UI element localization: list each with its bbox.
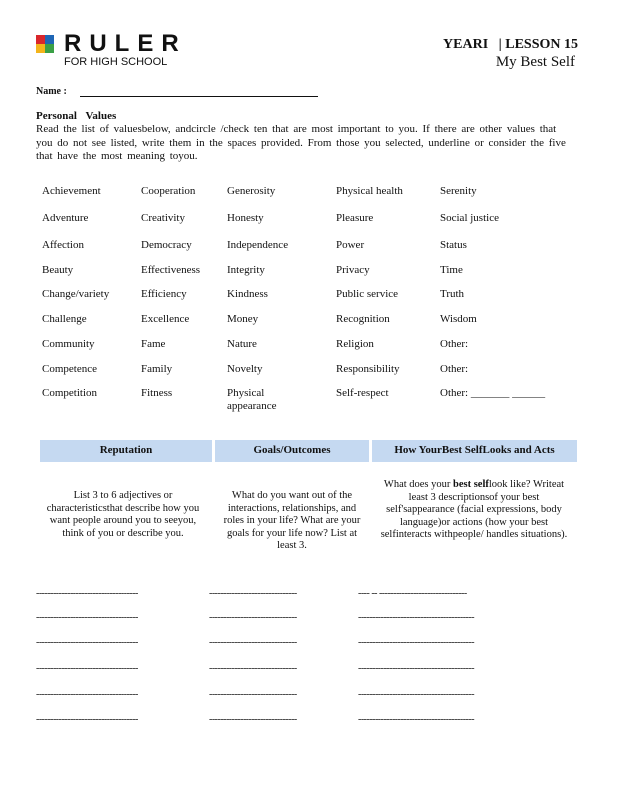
value-item[interactable]: Fitness (141, 387, 173, 399)
best-self-desc-post: look like? Writeat least 3 descriptionsof your best self'sappearance (facial expressions, body language)or actions (how your best selfinteracts withpeople/ handles situations). (380, 479, 568, 540)
personal-values-instructions: Read the list of valuesbelow, andcircle /check ten that are most important to you. If there are other values that you do not see listed, write them in the spaces provided. From those you selected, underline or consider the five that have the most meaning toyou. (36, 123, 566, 162)
lesson-topic: My Best Self (495, 54, 575, 70)
best-self-answer-line[interactable]: ----------------------------------------- (358, 714, 475, 725)
value-item[interactable]: Social justice (440, 212, 499, 224)
value-item[interactable]: Adventure (42, 212, 89, 224)
value-item[interactable]: Recognition (336, 313, 390, 325)
logo-subtitle: FOR HIGH SCHOOL (64, 56, 168, 68)
logo-square-green (45, 44, 54, 53)
value-item[interactable]: Kindness (227, 288, 268, 300)
value-item[interactable]: Wisdom (440, 313, 477, 325)
value-item[interactable]: Competence (42, 363, 97, 375)
header-goals-outcomes: Goals/Outcomes (215, 440, 369, 462)
best-self-desc-pre: What does your (383, 479, 454, 490)
reputation-description: List 3 to 6 adjectives or characteristicsthat describe how you want people around you to seeyou, think of you or describe you. (46, 490, 200, 539)
value-item[interactable]: Other: (440, 363, 469, 375)
name-label: Name : (36, 86, 67, 97)
value-item[interactable]: Money (227, 313, 259, 325)
reputation-answer-line[interactable]: ------------------------------------ (36, 714, 138, 725)
value-item[interactable]: Change/variety (42, 288, 110, 300)
value-item[interactable]: Family (141, 363, 173, 375)
value-item[interactable]: Other: _______ ______ (440, 387, 546, 399)
reputation-answer-line[interactable]: ------------------------------------ (36, 588, 138, 599)
value-item[interactable]: Integrity (227, 264, 265, 276)
value-item[interactable]: Religion (336, 338, 374, 350)
logo-square-red (36, 35, 45, 44)
value-item[interactable]: Self-respect (336, 387, 389, 399)
goals-answer-line[interactable]: ------------------------------- (209, 689, 297, 700)
value-item[interactable]: Responsibility (336, 363, 400, 375)
personal-values-title: Personal Values (36, 110, 117, 122)
logo-square-yellow (36, 44, 45, 53)
logo-wordmark: RULER (64, 30, 187, 57)
value-item[interactable]: Status (440, 239, 467, 251)
value-item[interactable]: Creativity (141, 212, 185, 224)
value-item[interactable]: Other: (440, 338, 469, 350)
goals-description: What do you want out of the interactions, relationships, and roles in your life? What are your goals for your life now? List at least 3. (223, 490, 361, 551)
header-reputation: Reputation (40, 440, 212, 462)
logo-square-blue (45, 35, 54, 44)
ruler-logo-mark (36, 35, 54, 53)
value-item[interactable]: Beauty (42, 264, 74, 276)
value-item[interactable]: Truth (440, 288, 465, 300)
goals-answer-line[interactable]: ------------------------------- (209, 588, 297, 599)
value-item[interactable]: Public service (336, 288, 399, 300)
best-self-answer-line[interactable]: ----------------------------------------- (358, 612, 475, 623)
name-field-line[interactable] (80, 96, 318, 97)
reputation-answer-line[interactable]: ------------------------------------ (36, 637, 138, 648)
goals-answer-line[interactable]: ------------------------------- (209, 637, 297, 648)
value-item[interactable]: Honesty (227, 212, 264, 224)
header-best-self: How YourBest SelfLooks and Acts (372, 440, 577, 462)
value-item[interactable]: Challenge (42, 313, 87, 325)
value-item[interactable]: Community (42, 338, 95, 350)
value-item[interactable]: Pleasure (336, 212, 374, 224)
value-item[interactable]: Democracy (141, 239, 192, 251)
value-item[interactable]: Cooperation (141, 185, 196, 197)
value-item[interactable]: Physical health (336, 185, 403, 197)
best-self-desc-bold: best self (453, 479, 489, 490)
reputation-answer-line[interactable]: ------------------------------------ (36, 663, 138, 674)
value-item[interactable]: Independence (227, 239, 289, 251)
value-item[interactable]: Affection (42, 239, 84, 251)
value-item[interactable]: Physical appearance (227, 387, 277, 412)
reputation-answer-line[interactable]: ------------------------------------ (36, 689, 138, 700)
best-self-answer-line[interactable]: ----------------------------------------- (358, 689, 475, 700)
best-self-answer-line[interactable]: ----------------------------------------- (358, 663, 475, 674)
reputation-answer-line[interactable]: ------------------------------------ (36, 612, 138, 623)
value-item[interactable]: Effectiveness (141, 264, 201, 276)
value-item[interactable]: Achievement (42, 185, 101, 197)
value-item[interactable]: Privacy (336, 264, 370, 276)
value-item[interactable]: Competition (42, 387, 97, 399)
value-item[interactable]: Novelty (227, 363, 263, 375)
value-item[interactable]: Power (336, 239, 365, 251)
value-item[interactable]: Nature (227, 338, 257, 350)
value-item[interactable]: Efficiency (141, 288, 187, 300)
value-item[interactable]: Serenity (440, 185, 477, 197)
value-item[interactable]: Fame (141, 338, 166, 350)
value-item[interactable]: Generosity (227, 185, 276, 197)
goals-answer-line[interactable]: ------------------------------- (209, 663, 297, 674)
best-self-answer-line[interactable]: ----------------------------------------- (358, 637, 475, 648)
value-item[interactable]: Excellence (141, 313, 190, 325)
best-self-description (374, 479, 574, 542)
goals-answer-line[interactable]: ------------------------------- (209, 612, 297, 623)
lesson-label: YEARI | LESSON 15 (443, 37, 578, 52)
best-self-answer-line[interactable]: ---- -- ------------------------------- (358, 588, 467, 599)
value-item[interactable]: Time (440, 264, 463, 276)
goals-answer-line[interactable]: ------------------------------- (209, 714, 297, 725)
